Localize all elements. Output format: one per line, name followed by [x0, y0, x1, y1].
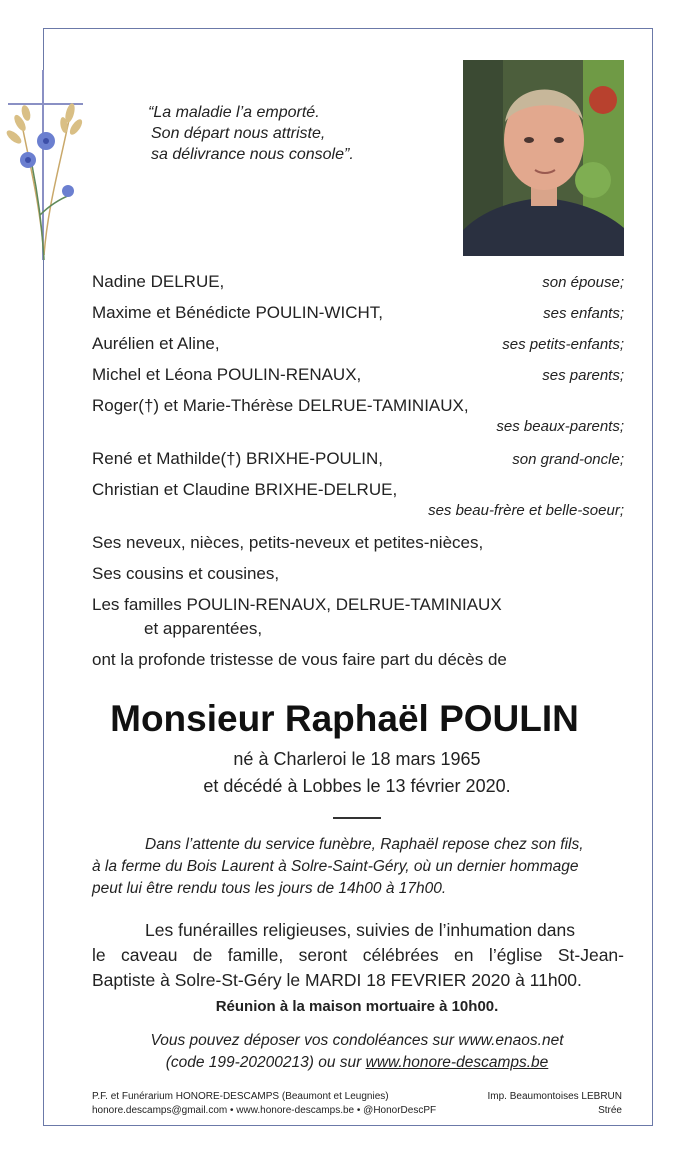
others-line: Ses cousins et cousines,: [92, 564, 280, 583]
quote: [148, 102, 354, 165]
portrait-photo: [463, 60, 624, 256]
family-name: Michel et Léona POULIN-RENAUX,: [92, 365, 362, 384]
deceased-name: Monsieur Raphaël POULIN: [110, 698, 579, 739]
family-relation: ses beaux-parents;: [496, 418, 624, 435]
family-name: Maxime et Bénédicte POULIN-WICHT,: [92, 303, 383, 322]
reunion-notice: Réunion à la maison mortuaire à 10h00.: [215, 998, 499, 1015]
repose-line: Dans l’attente du service funèbre, Raphaël repose chez son fils,: [145, 836, 584, 853]
condolences-link[interactable]: www.honore-descamps.be: [365, 1054, 549, 1071]
funeral-line: Baptiste à Solre-St-Géry le MARDI 18 FEVRIER 2020 à 11h00.: [92, 970, 582, 990]
family-relation: ses parents;: [542, 367, 624, 384]
quote-line: Son départ nous attriste,: [151, 125, 326, 142]
deceased-dates: [0, 746, 689, 800]
separator: [333, 817, 381, 819]
family-relation: ses beau-frère et belle-soeur;: [428, 502, 624, 519]
family-name: Roger(†) et Marie-Thérèse DELRUE-TAMINIAUX,: [92, 396, 469, 415]
family-row: [92, 334, 624, 365]
footer-line: Strée: [598, 1105, 622, 1116]
quote-line: “La maladie l’a emporté.: [148, 104, 320, 121]
others-line: Ses neveux, nièces, petits-neveux et petites-nièces,: [92, 533, 484, 552]
footer-printer: [487, 1090, 622, 1118]
funeral-paragraph: [92, 918, 624, 993]
repose-line: peut lui être rendu tous les jours de 14h00 à 17h00.: [92, 880, 447, 897]
family-name: Christian et Claudine BRIXHE-DELRUE,: [92, 480, 398, 499]
family-row: [92, 502, 624, 533]
family-relation: ses enfants;: [543, 305, 624, 322]
condolences-line: [0, 1052, 689, 1074]
condolences-code: (code 199-20200213) ou sur: [165, 1054, 366, 1071]
family-row: [92, 418, 624, 449]
family-name: Nadine DELRUE,: [92, 272, 225, 291]
quote-line: sa délivrance nous console”.: [151, 146, 354, 163]
death-line: et décédé à Lobbes le 13 février 2020.: [203, 776, 511, 796]
announcement-line: ont la profonde tristesse de vous faire part du décès de: [92, 650, 507, 669]
family-row: [92, 272, 624, 303]
cornflower-wheat-icon: [0, 95, 100, 265]
footer-funeral-home: [92, 1090, 436, 1118]
family-row: [92, 449, 624, 480]
family-row: [92, 396, 624, 418]
family-relation: ses petits-enfants;: [502, 336, 624, 353]
repose-line: à la ferme du Bois Laurent à Solre-Saint-Géry, où un dernier hommage: [92, 858, 579, 875]
family-relation: son grand-oncle;: [512, 451, 624, 468]
others-line: et apparentées,: [144, 619, 263, 638]
family-row: [92, 365, 624, 396]
family-list: [92, 272, 624, 681]
condolences: [0, 1030, 689, 1074]
others-line: Les familles POULIN-RENAUX, DELRUE-TAMINIAUX: [92, 595, 502, 614]
repose-paragraph: [92, 834, 624, 900]
funeral-line: le caveau de famille, seront célébrées en l’église St-Jean-: [92, 945, 624, 965]
family-name: Aurélien et Aline,: [92, 334, 220, 353]
condolences-line: Vous pouvez déposer vos condoléances sur www.enaos.net: [150, 1032, 564, 1049]
birth-line: né à Charleroi le 18 mars 1965: [233, 749, 481, 769]
footer-line: Imp. Beaumontoises LEBRUN: [487, 1091, 622, 1102]
footer-line: honore.descamps@gmail.com • www.honore-descamps.be • @HonorDescPF: [92, 1105, 437, 1116]
family-name: René et Mathilde(†) BRIXHE-POULIN,: [92, 449, 383, 468]
family-row: [92, 303, 624, 334]
funeral-line: Les funérailles religieuses, suivies de l’inhumation dans: [145, 920, 575, 940]
family-row: [92, 480, 624, 502]
footer-line: P.F. et Funérarium HONORE-DESCAMPS (Beaumont et Leugnies): [92, 1091, 389, 1102]
family-relation: son épouse;: [542, 274, 624, 291]
